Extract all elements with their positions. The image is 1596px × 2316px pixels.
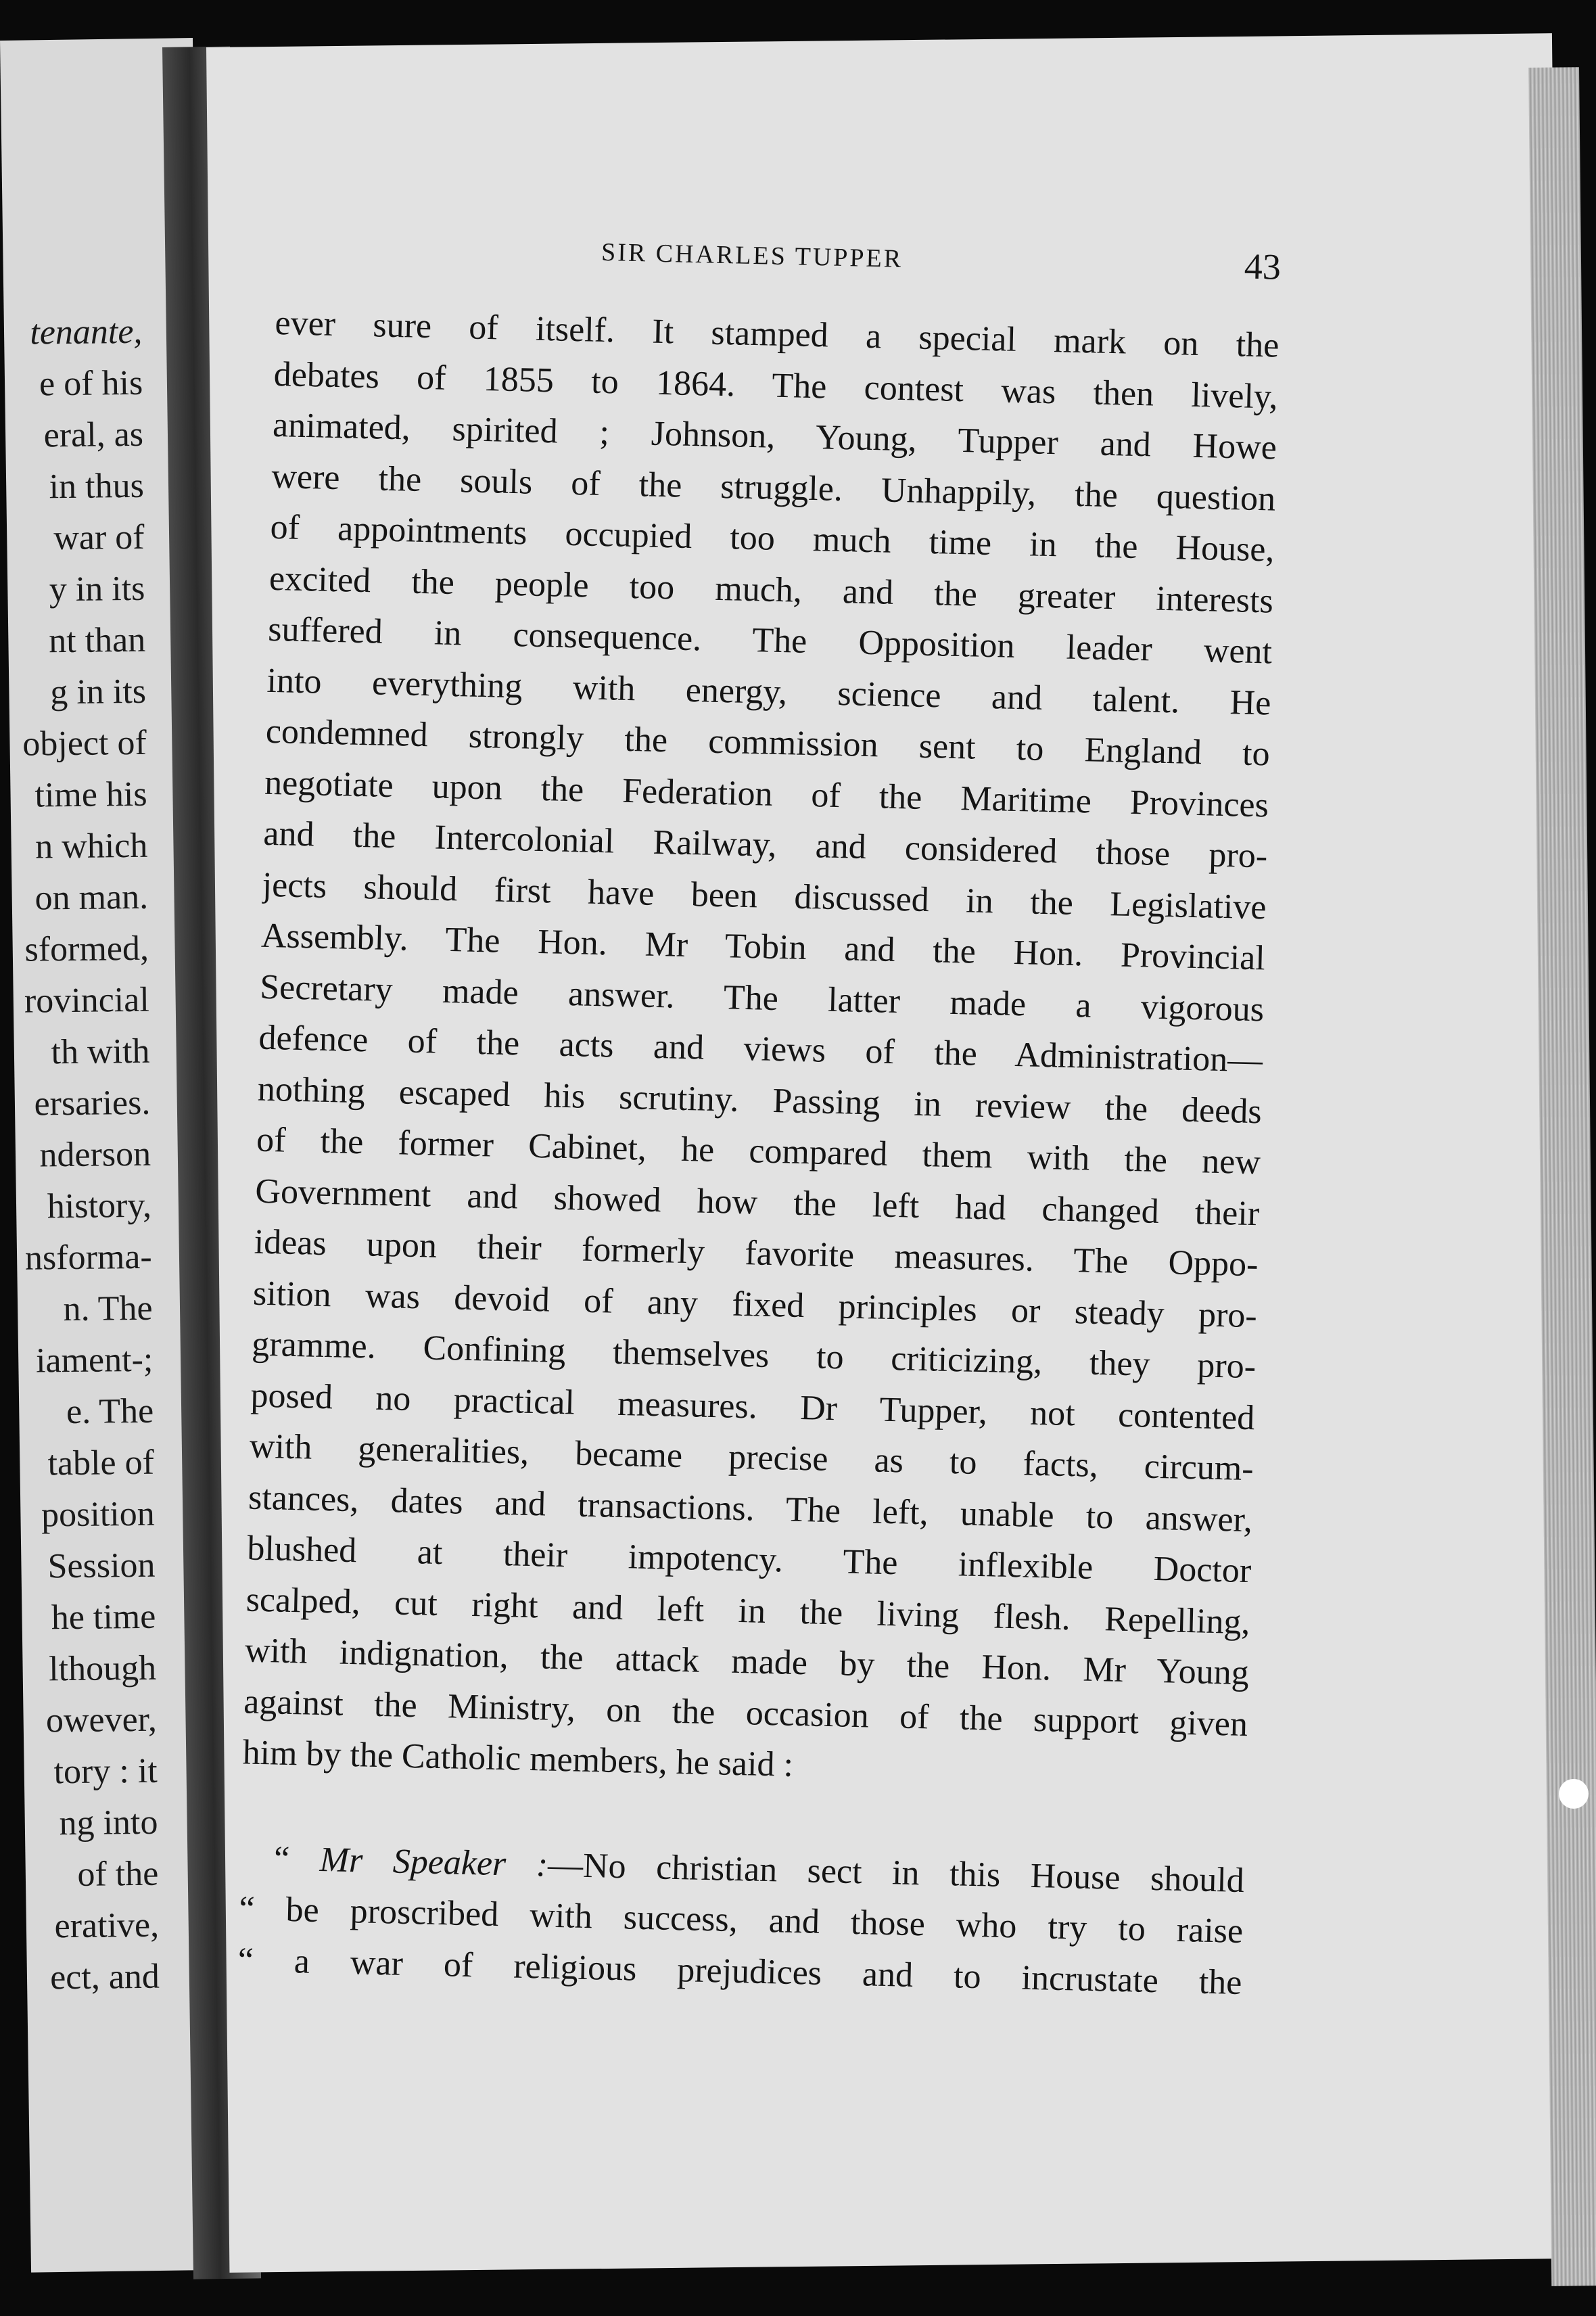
body-line: posed no practical measures. Dr Tupper, not contented	[250, 1376, 1255, 1437]
left-line: e. The	[66, 1391, 154, 1432]
body-line: gramme. Confining themselves to criticizing, they pro-	[251, 1324, 1257, 1387]
body-line: negotiate upon the Federation of the Maritime Provinces	[264, 763, 1269, 825]
left-line: eral, as	[43, 415, 144, 455]
body-line: and the Intercolonial Railway, and considered those pro-	[262, 814, 1268, 876]
left-line: iament-;	[35, 1340, 154, 1381]
body-line: suffered in consequence. The Opposition leader went	[267, 609, 1273, 672]
body-line: ideas upon their formerly favorite measures. The Oppo-	[254, 1222, 1259, 1284]
left-line: Session	[47, 1546, 156, 1586]
body-line: stances, dates and transactions. The left, unable to answer,	[248, 1478, 1253, 1539]
left-line: owever,	[45, 1700, 158, 1740]
body-line: into everything with energy, science and talent. He	[266, 661, 1271, 723]
left-line: ect, and	[49, 1957, 160, 1997]
body-line: were the souls of the struggle. Unhappily, the question	[271, 457, 1276, 519]
body-line: him by the Catholic members, he said :	[242, 1733, 794, 1784]
body-line: sition was devoid of any fixed principles or steady pro-	[252, 1274, 1258, 1335]
left-line: erative,	[54, 1905, 160, 1946]
body-line: nothing escaped his scrutiny. Passing in review the deeds	[257, 1069, 1263, 1131]
left-line: lthough	[48, 1648, 157, 1689]
body-line: animated, spirited ; Johnson, Young, Tupper and Howe	[272, 405, 1277, 467]
page-number: 43	[1244, 246, 1282, 287]
left-line: e of his	[39, 363, 143, 404]
body-line: jects should first have been discussed in the Legislative	[262, 865, 1267, 927]
body-line: against the Ministry, on the occasion of the support given	[243, 1682, 1248, 1744]
left-line: he time	[51, 1597, 156, 1638]
scan-speck	[1559, 1779, 1589, 1809]
speech-text: —No christian sect in this House should	[547, 1845, 1245, 1900]
body-line: Assembly. The Hon. Mr Tobin and the Hon. Provincial	[260, 916, 1266, 978]
left-line: in thus	[49, 466, 145, 507]
left-line: table of	[47, 1443, 155, 1483]
left-line: sformed,	[24, 929, 149, 969]
left-line: y in its	[49, 569, 145, 609]
body-line: scalped, cut right and left in the living flesh. Repelling,	[245, 1579, 1251, 1642]
left-line: history,	[47, 1186, 152, 1226]
body-line: excited the people too much, and the greater interests	[268, 559, 1274, 621]
speech-line: “ be proscribed with success, and those who try to raise	[238, 1889, 1244, 1951]
right-page-text	[237, 223, 1282, 2008]
speaker-name: Mr Speaker :	[319, 1840, 548, 1884]
body-line: blushed at their impotency. The inflexible Doctor	[246, 1529, 1252, 1591]
left-line: rovincial	[24, 980, 150, 1021]
left-line: tory : it	[53, 1751, 158, 1792]
left-line: nt than	[48, 620, 146, 661]
body-line: with generalities, became precise as to facts, circum-	[249, 1427, 1254, 1489]
speech-line: “ a war of religious prejudices and to incrustate the	[237, 1940, 1243, 2002]
left-line: tenante,	[30, 312, 143, 352]
left-line: th with	[51, 1032, 150, 1072]
left-line: n. The	[63, 1289, 153, 1329]
left-line: position	[41, 1494, 155, 1535]
body-line: of appointments occupied too much time in the House,	[270, 507, 1275, 570]
left-line: war of	[53, 517, 145, 558]
left-line: of the	[77, 1854, 159, 1894]
body-line: condemned strongly the commission sent to England to	[265, 712, 1271, 774]
left-line: time his	[34, 774, 147, 815]
open-quote: “	[273, 1839, 290, 1878]
body-line: ever sure of itself. It stamped a special mark on the	[275, 303, 1280, 365]
body-line: debates of 1855 to 1864. The contest was then lively,	[273, 354, 1279, 417]
body-line: Government and showed how the left had changed their	[254, 1172, 1260, 1233]
left-line: g in its	[50, 672, 147, 712]
running-head-title: SIR CHARLES TUPPER	[601, 237, 903, 273]
left-line: on man.	[34, 877, 149, 918]
left-line: n which	[34, 826, 148, 866]
left-line: ersaries.	[34, 1083, 151, 1124]
left-page-text	[0, 306, 160, 2004]
left-line: ng into	[59, 1803, 158, 1843]
body-line: defence of the acts and views of the Administration—	[258, 1018, 1263, 1080]
body-line: Secretary made answer. The latter made a vigorous	[259, 967, 1265, 1029]
left-line: nsforma-	[24, 1237, 153, 1278]
left-line: nderson	[39, 1134, 151, 1175]
left-line: object of	[22, 723, 147, 764]
body-line: of the former Cabinet, he compared them with the new	[256, 1120, 1261, 1182]
body-line: with indignation, the attack made by the Hon. Mr Young	[244, 1631, 1250, 1693]
